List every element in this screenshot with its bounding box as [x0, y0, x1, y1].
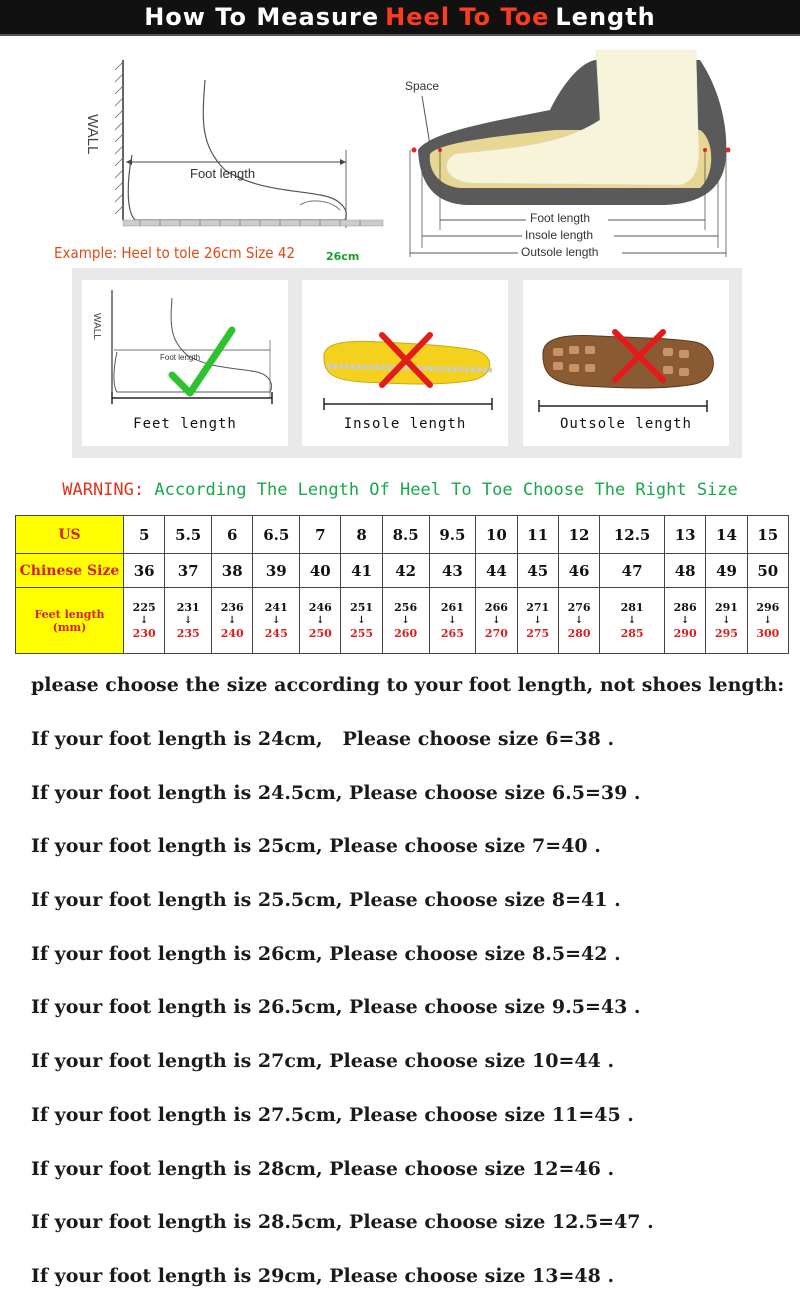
us-size-cell: 7 — [300, 516, 341, 554]
instruction-line: If your foot length is 26.5cm, Please choose size 9.5=43 . — [31, 996, 641, 1019]
chinese-size-cell: 39 — [253, 554, 300, 588]
cm-label: 26cm — [326, 250, 360, 263]
chinese-size-cell: 36 — [124, 554, 165, 588]
arrow-down-icon: ↓ — [627, 614, 637, 626]
instruction-line: If your foot length is 25cm, Please choose size 7=40 . — [31, 835, 601, 858]
us-size-cell: 8 — [341, 516, 382, 554]
size-instructions — [31, 672, 791, 1300]
feet-length-min: 296 — [756, 600, 780, 614]
feet-length-min: 246 — [308, 600, 332, 614]
feet-length-min: 241 — [264, 600, 288, 614]
feet-length-max: 290 — [673, 626, 697, 640]
us-size-cell: 12.5 — [600, 516, 665, 554]
feet-length-max: 280 — [567, 626, 591, 640]
chinese-size-cell: 44 — [476, 554, 517, 588]
instructions-intro: please choose the size according to your foot length, not shoes length: — [31, 674, 785, 696]
row-feet-length — [16, 588, 789, 654]
us-size-cell: 11 — [517, 516, 558, 554]
chinese-size-cell: 47 — [600, 554, 665, 588]
arrow-down-icon: ↓ — [357, 614, 366, 626]
wall-label: WALL — [84, 114, 101, 155]
us-size-cell: 6 — [212, 516, 253, 554]
feet-length-cell — [212, 588, 253, 654]
feet-length-cell — [706, 588, 747, 654]
us-size-cell: 5 — [124, 516, 165, 554]
feet-length-cell — [747, 588, 788, 654]
caption-outsole-length: Outsole length — [559, 416, 692, 432]
instruction-line: If your foot length is 27cm, Please choose size 10=44 . — [31, 1050, 615, 1073]
feet-length-max: 300 — [756, 626, 780, 640]
feet-length-min: 231 — [176, 600, 200, 614]
feet-length-cell — [558, 588, 599, 654]
feet-length-cell — [165, 588, 212, 654]
example-text: Example: Heel to tole 26cm Size 42 — [54, 244, 296, 262]
instruction-line: If your foot length is 26cm, Please choose size 8.5=42 . — [31, 942, 621, 965]
us-size-cell: 8.5 — [382, 516, 429, 554]
method-feet-length — [82, 280, 288, 446]
caption-insole-length: Insole length — [343, 416, 467, 432]
arrow-down-icon: ↓ — [272, 614, 281, 626]
feet-label: Feet length (mm) — [16, 588, 124, 654]
wall-label-small: WALL — [91, 313, 102, 340]
header-suffix: Length — [555, 3, 656, 31]
instruction-line: If your foot length is 28.5cm, Please choose size 12.5=47 . — [31, 1211, 654, 1234]
feet-length-min: 225 — [132, 600, 156, 614]
feet-length-cell — [664, 588, 705, 654]
instruction-line: If your foot length is 28cm, Please choose size 12=46 . — [31, 1157, 615, 1180]
page-header — [0, 0, 800, 36]
arrow-down-icon: ↓ — [533, 614, 542, 626]
feet-length-max: 255 — [350, 626, 374, 640]
us-size-cell: 9.5 — [429, 516, 476, 554]
feet-length-min: 281 — [620, 600, 644, 614]
feet-length-min: 236 — [220, 600, 244, 614]
shoe-section-diagram — [400, 50, 740, 265]
chinese-size-cell: 49 — [706, 554, 747, 588]
feet-length-min: 261 — [440, 600, 464, 614]
feet-length-cell — [124, 588, 165, 654]
feet-length-cell — [253, 588, 300, 654]
chinese-size-cell: 37 — [165, 554, 212, 588]
us-size-cell: 6.5 — [253, 516, 300, 554]
instruction-line: If your foot length is 29cm, Please choose size 13=48 . — [31, 1264, 615, 1287]
arrow-down-icon: ↓ — [492, 614, 501, 626]
feet-length-max: 240 — [220, 626, 244, 640]
measurement-methods-panel — [72, 268, 742, 458]
arrow-down-icon: ↓ — [316, 614, 325, 626]
foot-wall-diagram — [50, 50, 390, 270]
foot-wall-illustration — [50, 50, 390, 270]
row-chinese-sizes — [16, 554, 789, 588]
feet-length-max: 270 — [484, 626, 508, 640]
chinese-size-cell: 50 — [747, 554, 788, 588]
feet-length-cell — [382, 588, 429, 654]
chinese-label: Chinese Size — [16, 554, 124, 588]
foot-length-label: Foot length — [190, 166, 256, 181]
feet-length-min: 276 — [567, 600, 591, 614]
insole-length-label-right: Insole length — [525, 228, 594, 242]
feet-length-max: 230 — [132, 626, 156, 640]
chinese-size-cell: 38 — [212, 554, 253, 588]
feet-length-max: 260 — [394, 626, 418, 640]
feet-length-min: 271 — [526, 600, 550, 614]
us-size-cell: 10 — [476, 516, 517, 554]
row-us-sizes — [16, 516, 789, 554]
chinese-size-cell: 41 — [341, 554, 382, 588]
us-size-cell: 12 — [558, 516, 599, 554]
header-highlight: Heel To Toe — [385, 3, 550, 31]
instruction-lines — [31, 726, 791, 1300]
instruction-line: If your foot length is 24cm, Please choose size 6=38 . — [31, 728, 615, 750]
method-outsole-length — [523, 280, 729, 446]
feet-length-min: 291 — [714, 600, 738, 614]
feet-length-max: 250 — [308, 626, 332, 640]
feet-length-min: 251 — [350, 600, 374, 614]
us-size-cell: 13 — [664, 516, 705, 554]
us-label: US — [16, 516, 124, 554]
size-chart-table — [15, 515, 789, 654]
us-size-cell: 5.5 — [165, 516, 212, 554]
space-label: Space — [405, 79, 440, 93]
feet-length-cell — [476, 588, 517, 654]
chinese-size-cell: 43 — [429, 554, 476, 588]
instruction-line: If your foot length is 25.5cm, Please choose size 8=41 . — [31, 889, 621, 912]
feet-length-min: 286 — [673, 600, 697, 614]
feet-length-cell — [300, 588, 341, 654]
chinese-size-cell: 48 — [664, 554, 705, 588]
chinese-size-cell: 46 — [558, 554, 599, 588]
us-size-cell: 15 — [747, 516, 788, 554]
outsole-length-label-right: Outsole length — [521, 245, 599, 259]
feet-length-min: 256 — [394, 600, 418, 614]
us-size-cell: 14 — [706, 516, 747, 554]
arrow-down-icon: ↓ — [722, 614, 731, 626]
instruction-line: If your foot length is 27.5cm, Please choose size 11=45 . — [31, 1103, 634, 1126]
arrow-down-icon: ↓ — [228, 614, 237, 626]
chinese-size-cell: 40 — [300, 554, 341, 588]
foot-length-label-right: Foot length — [530, 211, 591, 225]
feet-length-cell — [341, 588, 382, 654]
arrow-down-icon: ↓ — [401, 614, 410, 626]
chinese-size-cell: 45 — [517, 554, 558, 588]
warning-line — [0, 480, 800, 500]
feet-length-max: 275 — [526, 626, 550, 640]
feet-length-cell — [600, 588, 665, 654]
caption-feet-length: Feet length — [133, 416, 237, 432]
instruction-line: If your foot length is 24.5cm, Please choose size 6.5=39 . — [31, 781, 641, 804]
warning-label: WARNING: — [62, 480, 145, 500]
feet-length-max: 285 — [620, 626, 644, 640]
feet-length-max: 245 — [264, 626, 288, 640]
feet-length-min: 266 — [484, 600, 508, 614]
arrow-down-icon: ↓ — [680, 614, 690, 626]
method-insole-length — [302, 280, 508, 446]
feet-length-max: 295 — [714, 626, 738, 640]
feet-length-max: 235 — [176, 626, 200, 640]
arrow-down-icon: ↓ — [139, 614, 149, 626]
foot-label-small: Foot length — [160, 353, 201, 362]
arrow-down-icon: ↓ — [184, 614, 193, 626]
feet-length-max: 265 — [440, 626, 464, 640]
chinese-size-cell: 42 — [382, 554, 429, 588]
header-prefix: How To Measure — [144, 3, 380, 31]
arrow-down-icon: ↓ — [763, 614, 772, 626]
arrow-down-icon: ↓ — [448, 614, 457, 626]
feet-length-cell — [517, 588, 558, 654]
feet-length-cell — [429, 588, 476, 654]
shoe-section-illustration — [400, 50, 740, 265]
warning-text: According The Length Of Heel To Toe Choose The Right Size — [154, 480, 738, 500]
arrow-down-icon: ↓ — [574, 614, 584, 626]
